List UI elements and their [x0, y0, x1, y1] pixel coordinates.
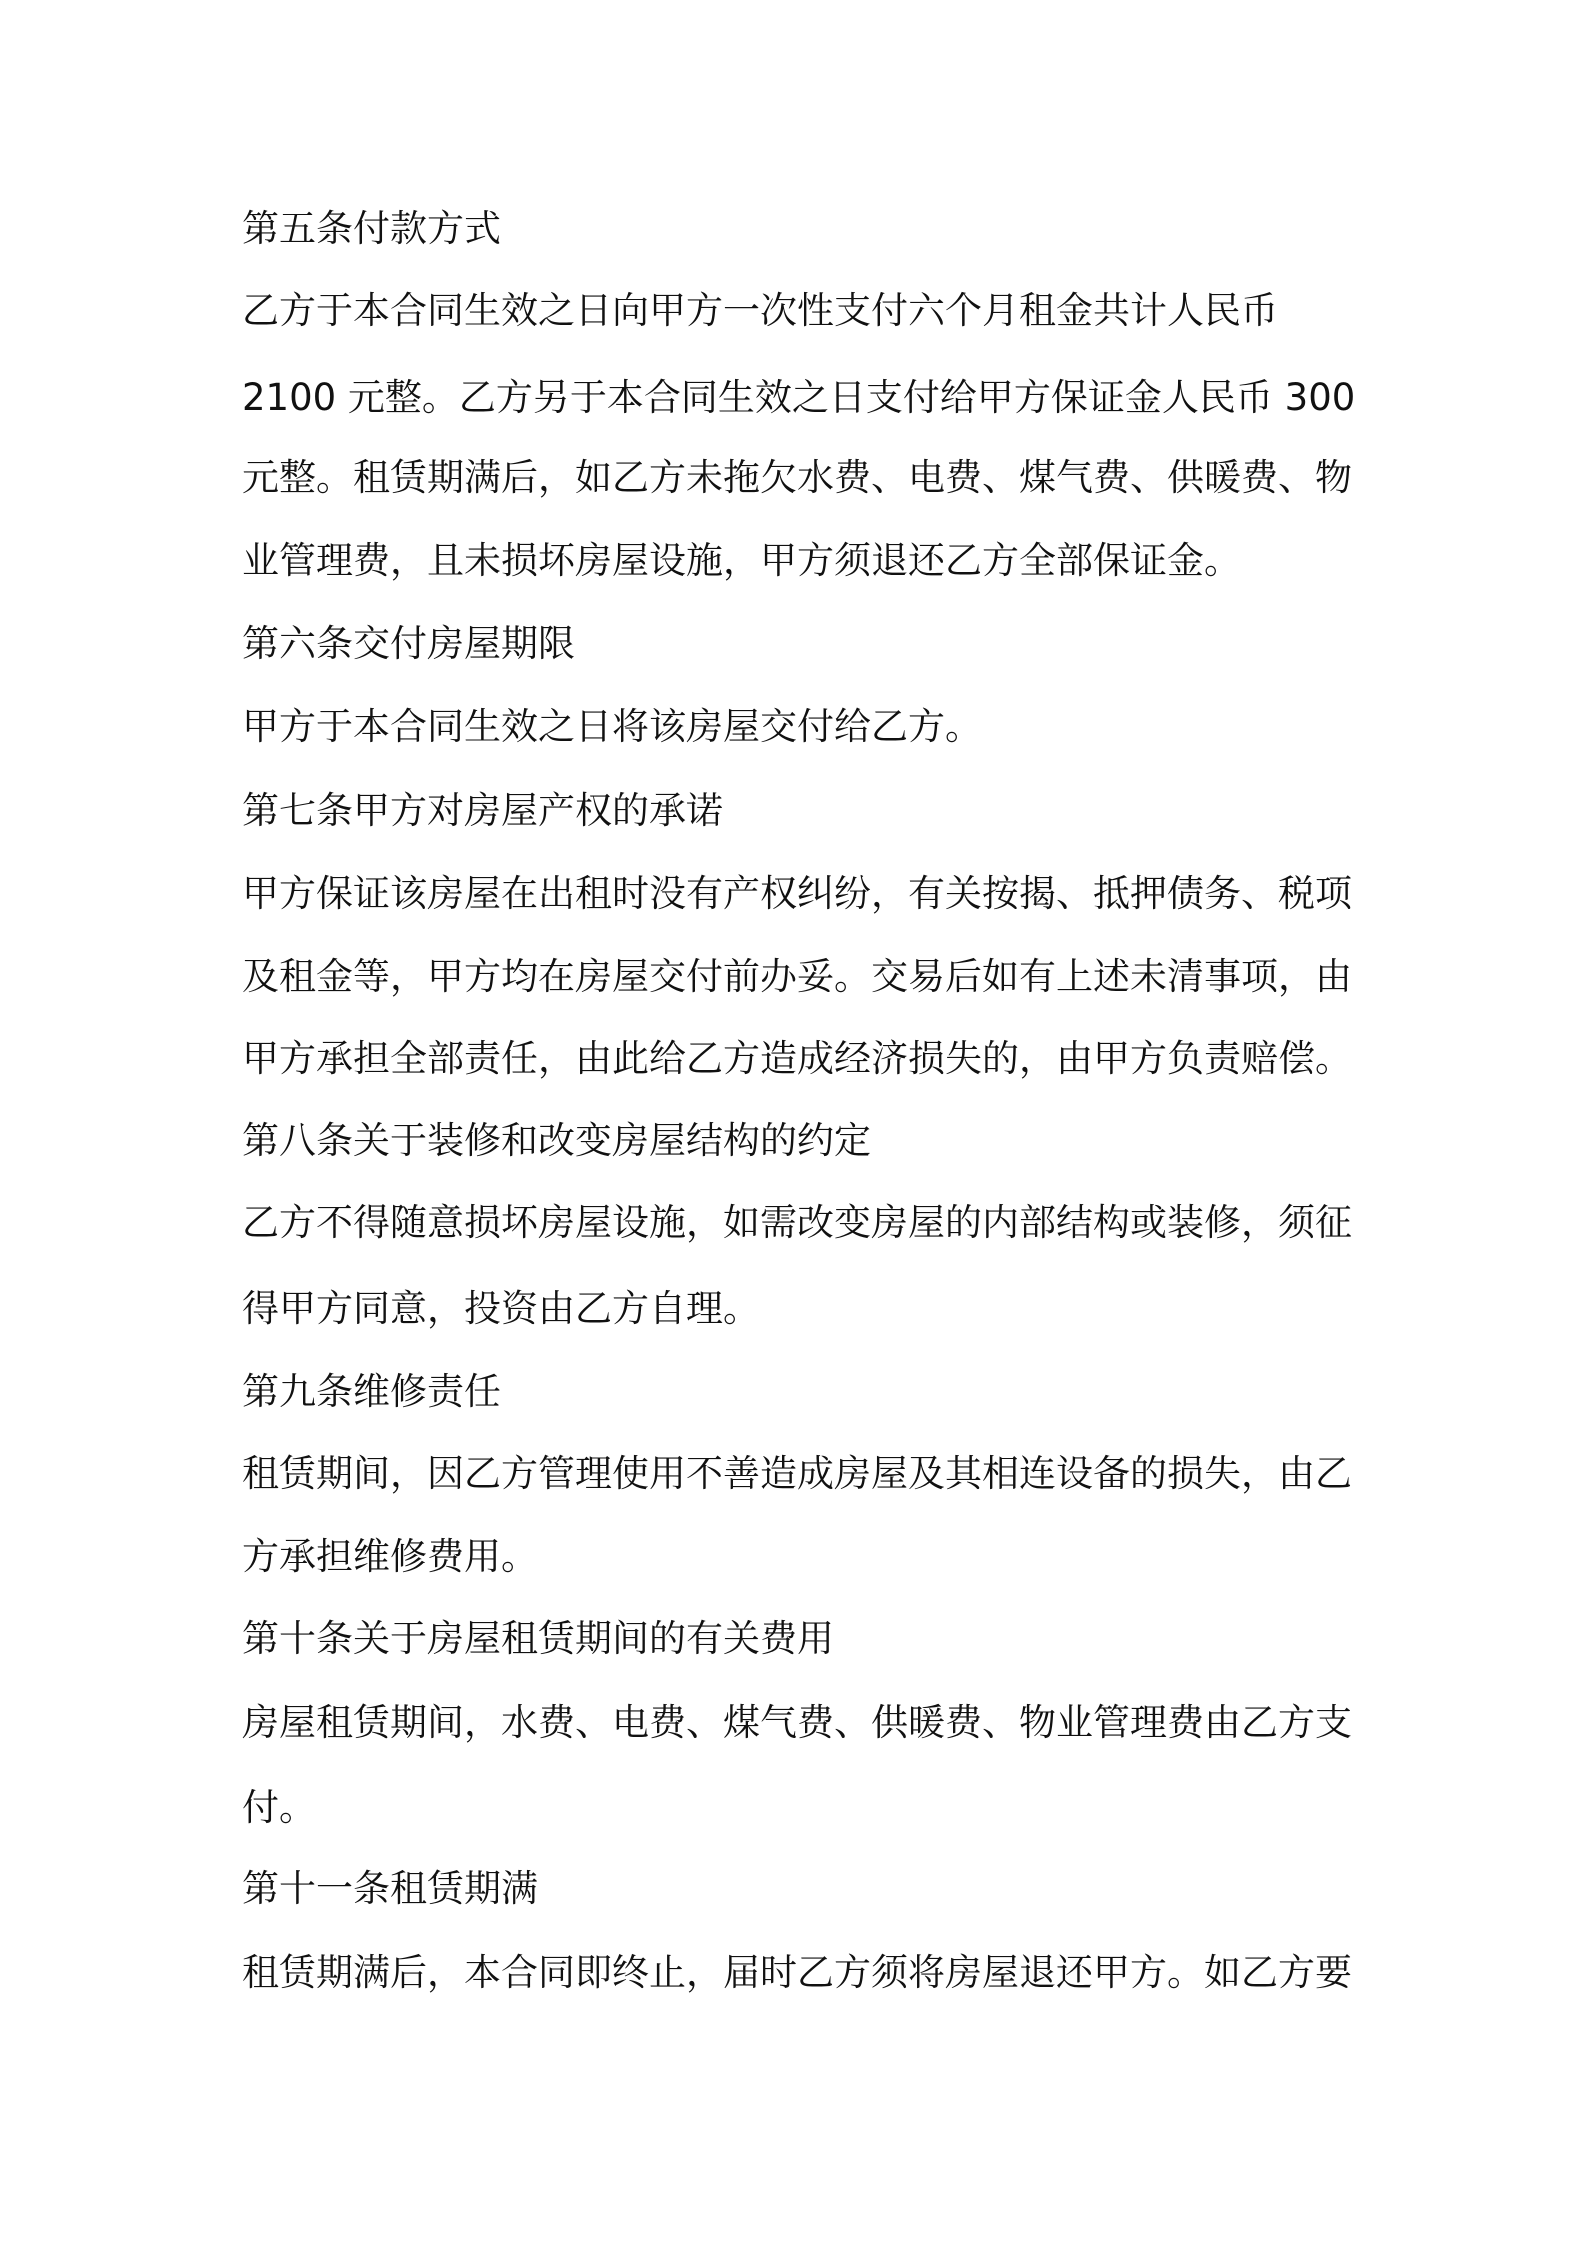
- paragraph-line: 房屋租赁期间，水费、电费、煤气费、供暖费、物业管理费由乙方支: [242, 1701, 1352, 1744]
- heading-article-10: 第十条关于房屋租赁期间的有关费用: [242, 1617, 834, 1660]
- paragraph-line: 及租金等，甲方均在房屋交付前办妥。交易后如有上述未清事项，由: [242, 955, 1352, 998]
- paragraph-line: 甲方承担全部责任，由此给乙方造成经济损失的，由甲方负责赔偿。: [242, 1037, 1352, 1080]
- paragraph-line: 甲方于本合同生效之日将该房屋交付给乙方。: [242, 705, 982, 748]
- heading-article-6: 第六条交付房屋期限: [242, 622, 575, 665]
- heading-article-9: 第九条维修责任: [242, 1370, 501, 1413]
- heading-article-8: 第八条关于装修和改变房屋结构的约定: [242, 1119, 871, 1162]
- heading-article-11: 第十一条租赁期满: [242, 1867, 538, 1910]
- paragraph-line: 2100 元整。乙方另于本合同生效之日支付给甲方保证金人民币 300: [242, 376, 1356, 419]
- paragraph-line: 乙方于本合同生效之日向甲方一次性支付六个月租金共计人民币: [242, 289, 1278, 332]
- paragraph-line: 方承担维修费用。: [242, 1535, 538, 1578]
- paragraph-line: 付。: [242, 1786, 316, 1829]
- paragraph-line: 得甲方同意，投资由乙方自理。: [242, 1287, 760, 1330]
- paragraph-line: 租赁期间，因乙方管理使用不善造成房屋及其相连设备的损失，由乙: [242, 1452, 1352, 1495]
- paragraph-line: 甲方保证该房屋在出租时没有产权纠纷，有关按揭、抵押债务、税项: [242, 872, 1352, 915]
- heading-article-5: 第五条付款方式: [242, 207, 501, 250]
- heading-article-7: 第七条甲方对房屋产权的承诺: [242, 789, 723, 832]
- paragraph-line: 元整。租赁期满后，如乙方未拖欠水费、电费、煤气费、供暖费、物: [242, 456, 1352, 499]
- paragraph-line: 租赁期满后，本合同即终止，届时乙方须将房屋退还甲方。如乙方要: [242, 1951, 1352, 1994]
- paragraph-line: 乙方不得随意损坏房屋设施，如需改变房屋的内部结构或装修，须征: [242, 1201, 1352, 1244]
- paragraph-line: 业管理费，且未损坏房屋设施，甲方须退还乙方全部保证金。: [242, 539, 1241, 582]
